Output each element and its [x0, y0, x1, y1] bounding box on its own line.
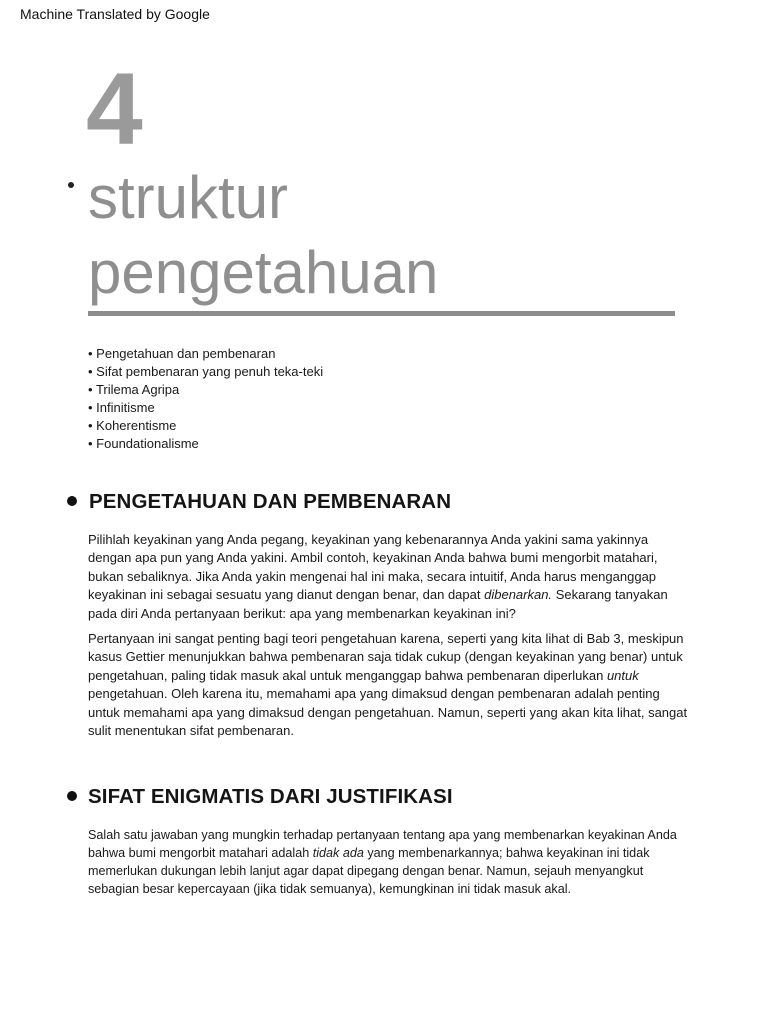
- paragraph-text: Sekarang tanyakan pada diri Anda pertanyaan berikut: apa yang membenarkan keyakinan ini?: [88, 587, 668, 621]
- machine-translation-banner: Machine Translated by Google: [20, 6, 210, 22]
- contents-item: • Infinitisme: [88, 399, 323, 417]
- chapter-title: [88, 160, 438, 310]
- paragraph-text: Pilihlah keyakinan yang Anda pegang, keyakinan yang kebenarannya Anda yakini sama yakinnya dengan apa pun yang Anda yakini. Ambil contoh, keyakinan Anda bahwa bumi mengorbit matahari, bukan sebaliknya. Jika Anda yakin mengenai hal ini maka, secara intuitif, Anda harus menganggap keyakinan ini sebagai sesuatu yang dianut dengan benar, dan dapat: [88, 532, 658, 603]
- emphasis-text: dibenarkan.: [484, 587, 553, 603]
- paragraph-text: Pertanyaan ini sangat penting bagi teori pengetahuan karena, seperti yang kita lihat di Bab 3, meskipun kasus Gettier menunjukkan bahwa pembenaran saja tidak cukup (dengan keyakinan yang benar) untuk pengetahuan, paling tidak masuk akal untuk menganggap bahwa pembenaran diperlukan: [88, 631, 684, 683]
- paragraph-text: pengetahuan. Oleh karena itu, memahami apa yang dimaksud dengan pembenaran adalah penting untuk memahami apa yang dimaksud dengan pengetahuan. Namun, seperti yang akan kita lihat, sangat sulit menentukan sifat pembenaran.: [88, 686, 688, 739]
- contents-item: • Sifat pembenaran yang penuh teka-teki: [88, 363, 323, 381]
- section-bullet-icon: [67, 496, 77, 506]
- chapter-contents-list: [88, 345, 323, 453]
- title-bullet-icon: [68, 182, 74, 188]
- contents-item: • Foundationalisme: [88, 435, 323, 453]
- chapter-title-line-2: pengetahuan: [88, 239, 439, 306]
- body-paragraph: [88, 630, 688, 740]
- emphasis-text: tidak ada: [312, 846, 364, 860]
- contents-item: • Pengetahuan dan pembenaran: [88, 345, 323, 363]
- title-divider: [88, 311, 675, 316]
- emphasis-text: untuk: [606, 667, 639, 683]
- chapter-number: 4: [86, 52, 143, 166]
- section-heading: SIFAT ENIGMATIS DARI JUSTIFIKASI: [88, 785, 453, 808]
- section-heading: PENGETAHUAN DAN PEMBENARAN: [89, 490, 452, 513]
- body-paragraph: [88, 531, 688, 623]
- body-paragraph: [88, 826, 688, 898]
- contents-item: • Koherentisme: [88, 417, 323, 435]
- contents-item: • Trilema Agripa: [88, 381, 323, 399]
- paragraph-text: yang membenarkannya; bahwa keyakinan ini tidak memerlukan dukungan lebih lanjut agar dapat dipegang dengan benar. Namun, sejauh menyangkut sebagian besar kepercayaan (jika tidak semuanya), kemungkinan ini tidak masuk akal.: [88, 846, 650, 896]
- section-bullet-icon: [67, 791, 77, 801]
- paragraph-text: Salah satu jawaban yang mungkin terhadap pertanyaan tentang apa yang membenarkan keyakinan Anda bahwa bumi mengorbit matahari adalah: [88, 828, 677, 860]
- chapter-title-line-1: struktur: [88, 164, 289, 231]
